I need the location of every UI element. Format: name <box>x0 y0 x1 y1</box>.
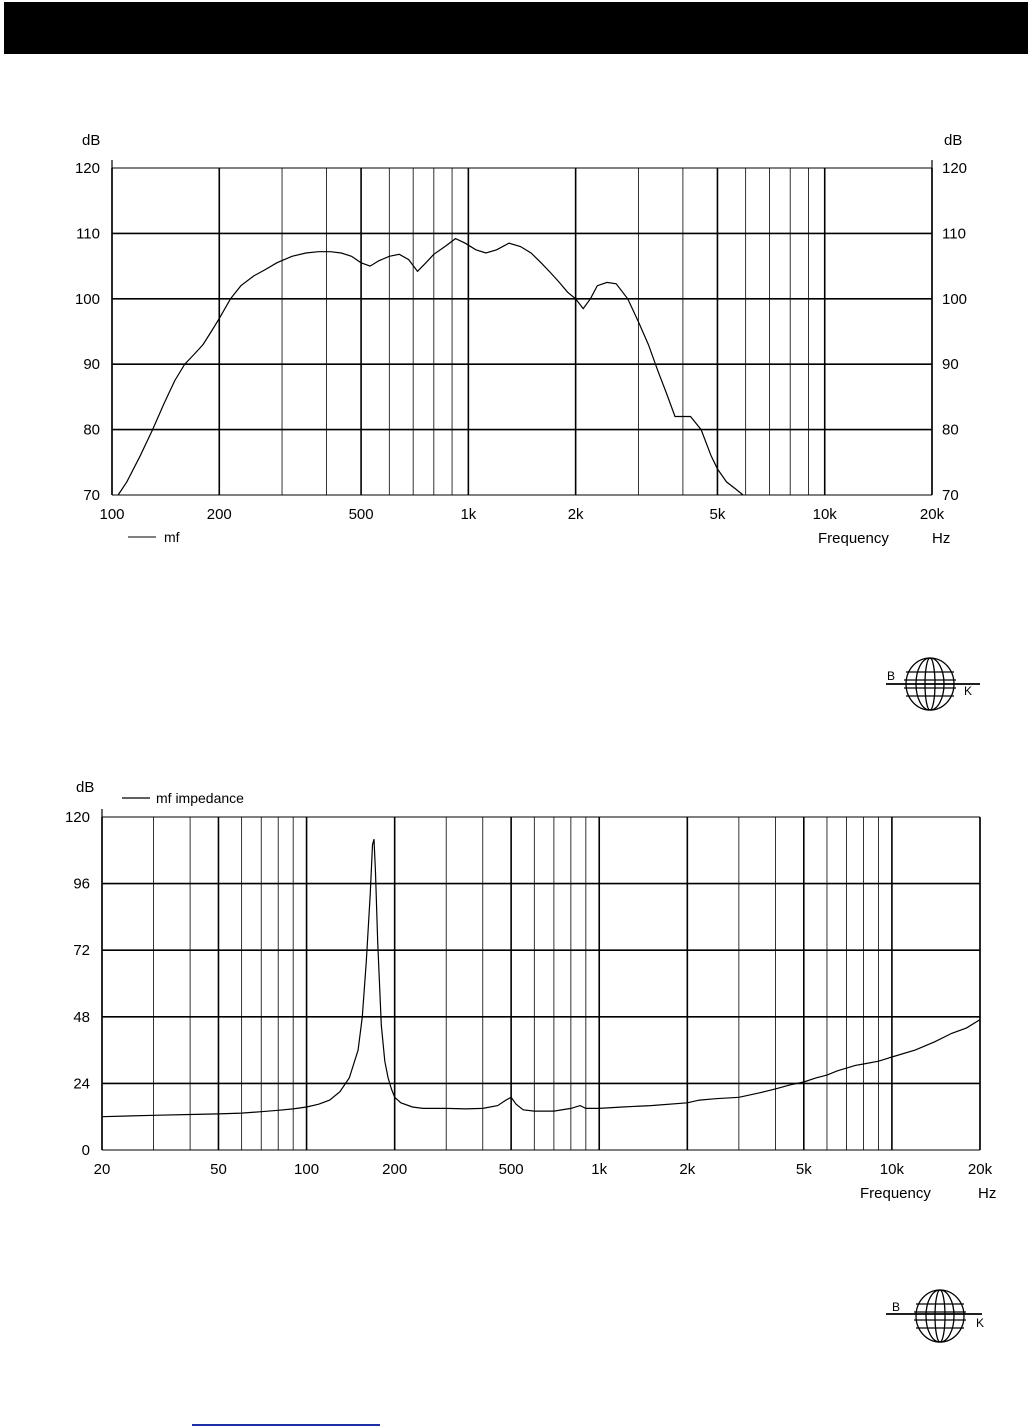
logo-letter-b: B <box>892 1300 901 1314</box>
globe-logo-icon <box>886 1290 982 1342</box>
frequency-response-chart <box>0 100 1035 560</box>
chart2-series-mf-impedance-line <box>102 839 980 1116</box>
chart1-ytick-label: 90 <box>83 356 100 374</box>
chart2-xtick-label: 5k <box>795 1161 812 1178</box>
chart2-xtick-label: 10k <box>879 1161 904 1178</box>
chart1-xtick-label: 500 <box>348 506 374 523</box>
chart1-xtick-label: 10k <box>812 506 837 523</box>
chart2-xtick-label: 2k <box>679 1161 696 1178</box>
chart1-ytick-label-right: 120 <box>942 160 968 177</box>
chart2-ytick-label: 0 <box>81 1142 90 1159</box>
chart1-xtick-label: 5k <box>709 506 726 523</box>
chart1-ytick-label: 70 <box>83 487 100 504</box>
chart2-legend-label: mf impedance <box>156 790 244 806</box>
bottom-link-underline[interactable] <box>192 1424 380 1426</box>
logo-letter-k: K <box>976 1316 984 1330</box>
chart1-ytick-label: 80 <box>83 421 100 439</box>
logo-letter-k: K <box>964 684 973 698</box>
chart1-xunit: Hz <box>932 530 951 547</box>
chart1-xtick-label: 2k <box>567 506 584 523</box>
chart1-xtick-label: 100 <box>99 506 125 523</box>
chart2-xtick-label: 100 <box>294 1161 320 1178</box>
chart2-ytick-label: 120 <box>64 809 90 826</box>
chart2-ytick-label: 72 <box>73 942 90 960</box>
chart1-ytick-label: 110 <box>76 225 100 243</box>
impedance-chart <box>0 770 1035 1210</box>
chart2-xtick-label: 500 <box>498 1161 524 1178</box>
chart2-xtick-label: 20k <box>967 1161 993 1178</box>
chart2-ytick-label: 48 <box>73 1008 90 1026</box>
chart1-legend-label: mf <box>164 529 180 545</box>
header-bar <box>4 2 1028 54</box>
chart1-xlabel: Frequency <box>818 530 889 547</box>
chart2-ylabel-left: dB <box>76 779 95 796</box>
globe-logo-icon <box>884 654 984 714</box>
globe-logo-icon <box>884 1286 984 1346</box>
chart2-ytick-label: 96 <box>73 875 90 893</box>
chart2-ytick-label: 24 <box>73 1075 90 1093</box>
chart2-grid <box>102 809 980 1150</box>
chart1-xtick-label: 1k <box>460 506 477 523</box>
chart1-series-mf-line <box>118 239 743 495</box>
chart1-ytick-label-right: 90 <box>942 356 959 374</box>
chart2-xunit: Hz <box>978 1185 997 1202</box>
chart1-ytick-label-right: 80 <box>942 421 959 439</box>
chart1-grid <box>112 160 932 495</box>
chart2-xtick-label: 200 <box>382 1161 408 1178</box>
chart2-xtick-label: 1k <box>591 1161 608 1178</box>
chart2-tick-labels <box>65 809 993 1178</box>
chart1-tick-labels <box>75 160 967 523</box>
chart2-xtick-label: 50 <box>210 1161 227 1178</box>
chart2-xtick-label: 20 <box>93 1161 111 1178</box>
chart1-ylabel-right: dB <box>944 132 963 149</box>
chart1-xtick-label: 20k <box>919 506 945 523</box>
chart1-ytick-label: 120 <box>74 160 100 177</box>
chart1-xtick-label: 200 <box>206 506 232 523</box>
chart1-ylabel-left: dB <box>82 132 101 149</box>
chart2-xlabel: Frequency <box>860 1185 931 1202</box>
logo-letter-b: B <box>887 669 896 683</box>
chart1-ytick-label-right: 70 <box>942 487 959 504</box>
chart1-ytick-label: 100 <box>74 290 100 308</box>
chart1-ytick-label-right: 100 <box>942 290 968 308</box>
chart1-ytick-label-right: 110 <box>942 225 966 243</box>
